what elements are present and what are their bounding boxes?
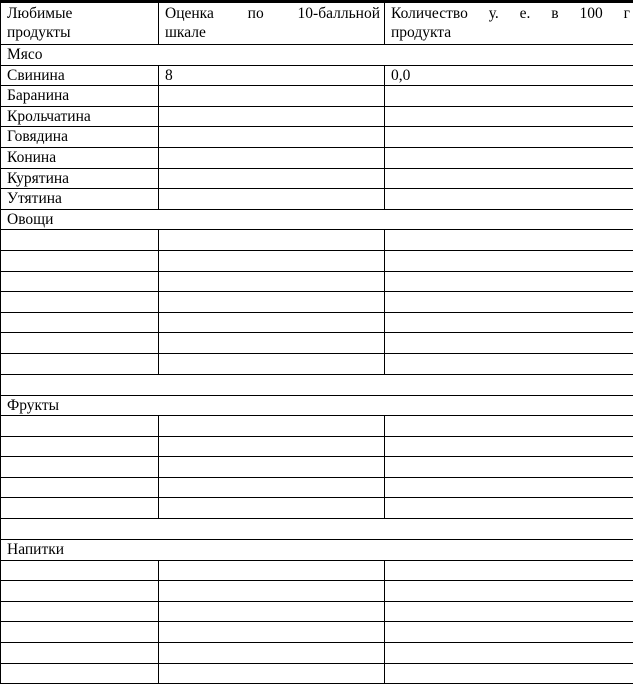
score-cell[interactable]: 8 (159, 65, 385, 86)
favorite-foods-table (0, 2, 633, 684)
units-cell[interactable] (385, 106, 633, 127)
section-label-fruits: Фрукты (1, 395, 633, 416)
product-cell: Крольчатина (1, 106, 159, 127)
table-row (1, 643, 633, 664)
units-cell[interactable] (385, 189, 633, 210)
score-cell[interactable] (159, 86, 385, 107)
product-cell[interactable] (1, 560, 159, 581)
section-label-drinks: Напитки (1, 540, 633, 561)
score-cell[interactable] (159, 457, 385, 478)
score-cell[interactable] (159, 643, 385, 664)
score-cell[interactable] (159, 168, 385, 189)
product-cell[interactable] (1, 663, 159, 684)
table-row (1, 127, 633, 148)
product-cell[interactable] (1, 353, 159, 374)
units-cell[interactable] (385, 147, 633, 168)
units-cell[interactable] (385, 663, 633, 684)
score-cell[interactable] (159, 622, 385, 643)
units-cell[interactable] (385, 436, 633, 457)
units-cell[interactable] (385, 127, 633, 148)
table-row (1, 271, 633, 292)
spacer-row (1, 519, 633, 540)
units-cell[interactable] (385, 560, 633, 581)
units-cell[interactable] (385, 333, 633, 354)
score-cell[interactable] (159, 189, 385, 210)
table-row (1, 147, 633, 168)
score-cell[interactable] (159, 353, 385, 374)
table-row (1, 436, 633, 457)
table-row (1, 65, 633, 86)
section-label-vegetables: Овощи (1, 209, 633, 230)
product-cell[interactable] (1, 250, 159, 271)
table-row (1, 86, 633, 107)
product-cell: Утятина (1, 189, 159, 210)
table-row (1, 353, 633, 374)
product-cell[interactable] (1, 643, 159, 664)
units-cell[interactable] (385, 457, 633, 478)
units-cell[interactable] (385, 312, 633, 333)
product-cell: Свинина (1, 65, 159, 86)
units-cell[interactable] (385, 250, 633, 271)
units-cell[interactable] (385, 86, 633, 107)
table-row (1, 312, 633, 333)
table-row (1, 168, 633, 189)
spacer-cell (1, 519, 633, 540)
units-cell[interactable]: 0,0 (385, 65, 633, 86)
product-cell: Баранина (1, 86, 159, 107)
product-cell[interactable] (1, 312, 159, 333)
units-cell[interactable] (385, 622, 633, 643)
score-cell[interactable] (159, 147, 385, 168)
score-cell[interactable] (159, 250, 385, 271)
table-row (1, 601, 633, 622)
units-cell[interactable] (385, 416, 633, 437)
section-label-meat: Мясо (1, 45, 633, 66)
product-cell[interactable] (1, 601, 159, 622)
table-row (1, 333, 633, 354)
units-cell[interactable] (385, 292, 633, 313)
table-row (1, 477, 633, 498)
section-row-fruits (1, 395, 633, 416)
header-units: Количество у. е. в 100 г продукта (385, 3, 633, 45)
table-row (1, 560, 633, 581)
table-row (1, 416, 633, 437)
table-row (1, 581, 633, 602)
product-cell: Говядина (1, 127, 159, 148)
product-cell[interactable] (1, 333, 159, 354)
units-cell[interactable] (385, 498, 633, 519)
score-cell[interactable] (159, 560, 385, 581)
header-score: Оценка по 10-балльной шкале (159, 3, 385, 45)
product-cell[interactable] (1, 477, 159, 498)
score-cell[interactable] (159, 127, 385, 148)
units-cell[interactable] (385, 643, 633, 664)
table-row (1, 189, 633, 210)
units-cell[interactable] (385, 168, 633, 189)
score-cell[interactable] (159, 663, 385, 684)
score-cell[interactable] (159, 416, 385, 437)
table-row (1, 663, 633, 684)
product-cell[interactable] (1, 622, 159, 643)
score-cell[interactable] (159, 230, 385, 251)
score-cell[interactable] (159, 581, 385, 602)
product-cell: Конина (1, 147, 159, 168)
product-cell[interactable] (1, 581, 159, 602)
section-row-meat (1, 45, 633, 66)
section-row-drinks (1, 540, 633, 561)
units-cell[interactable] (385, 230, 633, 251)
product-cell[interactable] (1, 416, 159, 437)
product-cell[interactable] (1, 271, 159, 292)
table-header-row (1, 3, 633, 45)
score-cell[interactable] (159, 601, 385, 622)
score-cell[interactable] (159, 106, 385, 127)
product-cell: Курятина (1, 168, 159, 189)
product-cell[interactable] (1, 457, 159, 478)
units-cell[interactable] (385, 477, 633, 498)
score-cell[interactable] (159, 312, 385, 333)
table-row (1, 292, 633, 313)
score-cell[interactable] (159, 292, 385, 313)
table-row (1, 457, 633, 478)
table-row (1, 498, 633, 519)
section-row-vegetables (1, 209, 633, 230)
table-row (1, 622, 633, 643)
product-cell[interactable] (1, 436, 159, 457)
score-cell[interactable] (159, 436, 385, 457)
units-cell[interactable] (385, 353, 633, 374)
units-cell[interactable] (385, 601, 633, 622)
score-cell[interactable] (159, 477, 385, 498)
score-cell[interactable] (159, 271, 385, 292)
units-cell[interactable] (385, 581, 633, 602)
spacer-cell (1, 374, 633, 395)
product-cell[interactable] (1, 292, 159, 313)
score-cell[interactable] (159, 498, 385, 519)
spacer-row (1, 374, 633, 395)
product-cell[interactable] (1, 230, 159, 251)
table-row (1, 250, 633, 271)
product-cell[interactable] (1, 498, 159, 519)
table-row (1, 106, 633, 127)
header-favorite-products: Любимые продукты (1, 3, 159, 45)
units-cell[interactable] (385, 271, 633, 292)
table-row (1, 230, 633, 251)
score-cell[interactable] (159, 333, 385, 354)
